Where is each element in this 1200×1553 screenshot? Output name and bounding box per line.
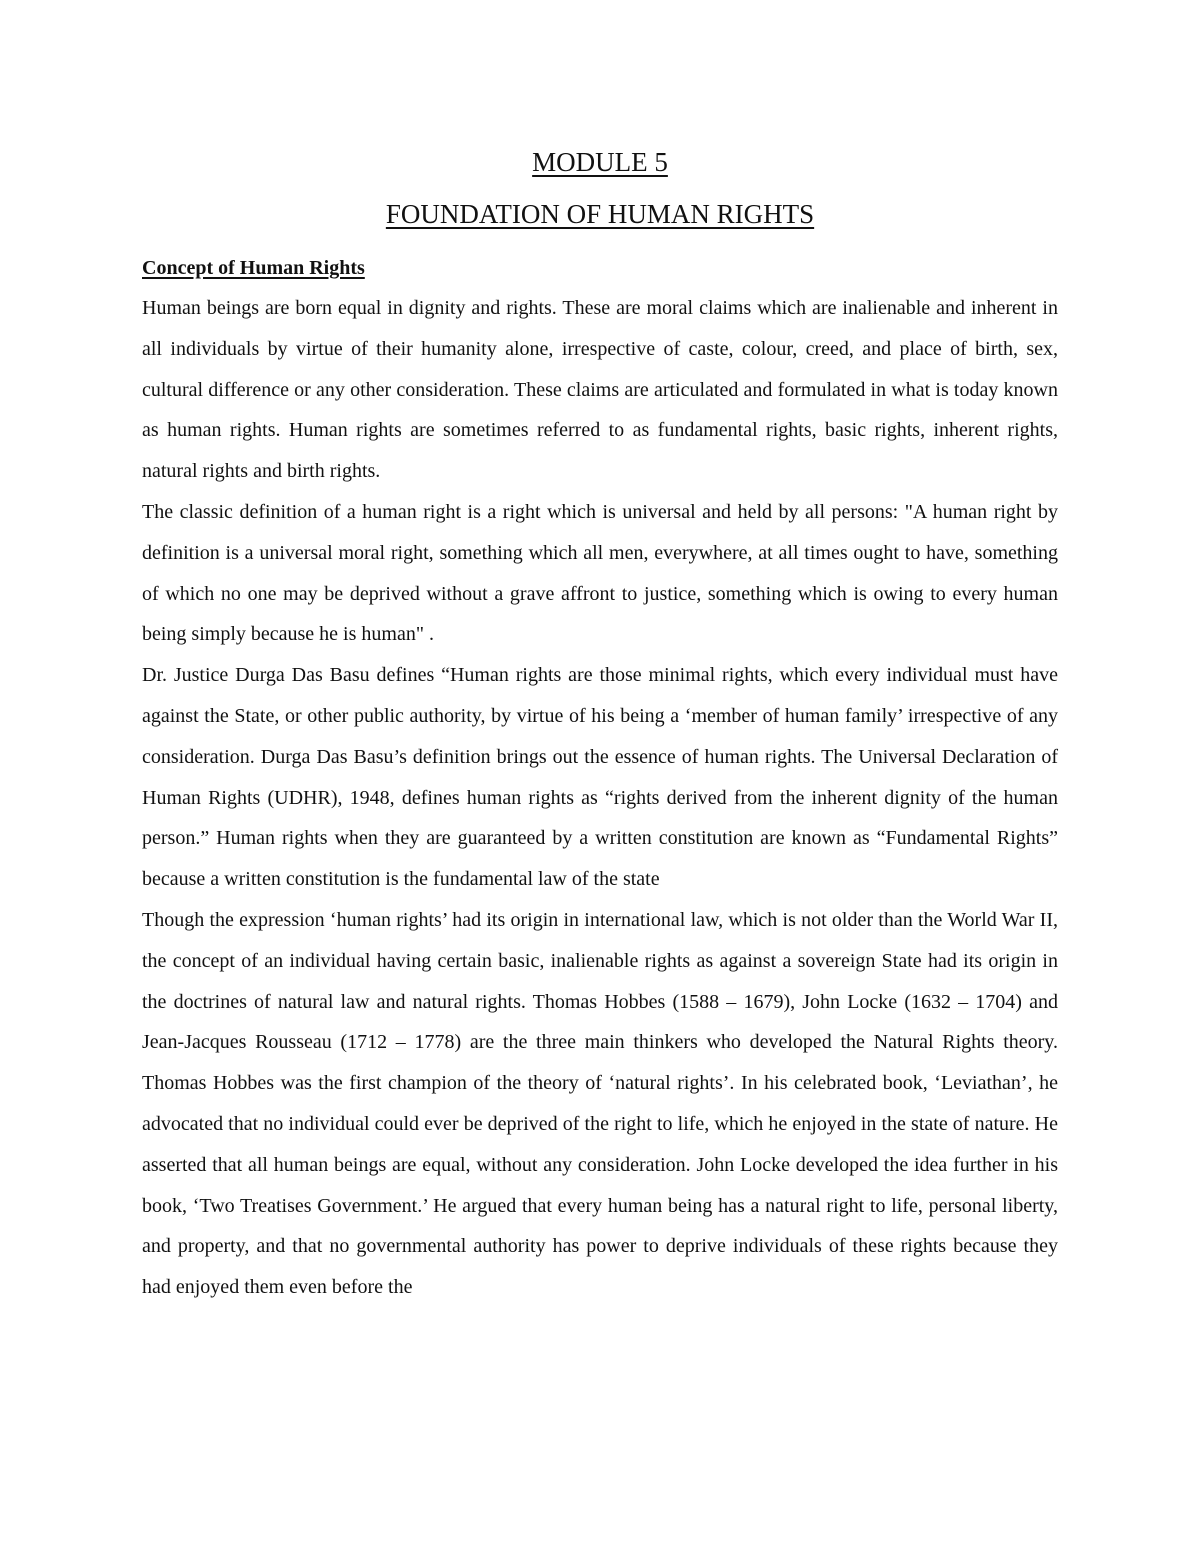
main-title: FOUNDATION OF HUMAN RIGHTS — [385, 199, 815, 229]
section-heading: Concept of Human Rights — [142, 257, 365, 279]
module-title: MODULE 5 — [532, 147, 668, 177]
paragraph-3: Dr. Justice Durga Das Basu defines “Human rights are those minimal rights, which every individual must have against the State, or other public authority, by virtue of his being a ‘member of human family’ irrespective of any consideration. Durga Das Basu’s definition brings out the essence of human rights. The Universal Declaration of Human Rights (UDHR), 1948, defines human rights as “rights derived from the inherent dignity of the human person.” Human rights when they are guaranteed by a written constitution are known as “Fundamental Rights” because a written constitution is the fundamental law of the state — [142, 664, 1058, 891]
paragraph-4: Though the expression ‘human rights’ had its origin in international law, which is not older than the World War II, the concept of an individual having certain basic, inalienable rights as against a sovereign State had its origin in the doctrines of natural law and natural rights. Thomas Hobbes (1588 – 1679), John Locke (1632 – 1704) and Jean-Jacques Rousseau (1712 – 1778) are the three main thinkers who developed the Natural Rights theory. Thomas Hobbes was the first champion of the theory of ‘natural rights’. In his celebrated book, ‘Leviathan’, he advocated that no individual could ever be deprived of the right to life, which he enjoyed in the state of nature. He asserted that all human beings are equal, without any consideration. John Locke developed the idea further in his book, ‘Two Treatises Government.’ He argued that every human being has a natural right to life, personal liberty, and property, and that no governmental authority has power to deprive individuals of these rights because they had enjoyed them even before the — [142, 908, 1058, 1299]
document-page — [142, 140, 1058, 1308]
paragraph-2: The classic definition of a human right is a right which is universal and held by all persons: "A human right by definition is a universal moral right, something which all men, everywhere, at all times ought to have, something of which no one may be deprived without a grave affront to justice, something which is owing to every human being simply because he is human" . — [142, 500, 1058, 646]
paragraph-1: Human beings are born equal in dignity and rights. These are moral claims which are inalienable and inherent in all individuals by virtue of their humanity alone, irrespective of caste, colour, creed, and place of birth, sex, cultural difference or any other consideration. These claims are articulated and formulated in what is today known as human rights. Human rights are sometimes referred to as fundamental rights, basic rights, inherent rights, natural rights and birth rights. — [142, 297, 1058, 483]
